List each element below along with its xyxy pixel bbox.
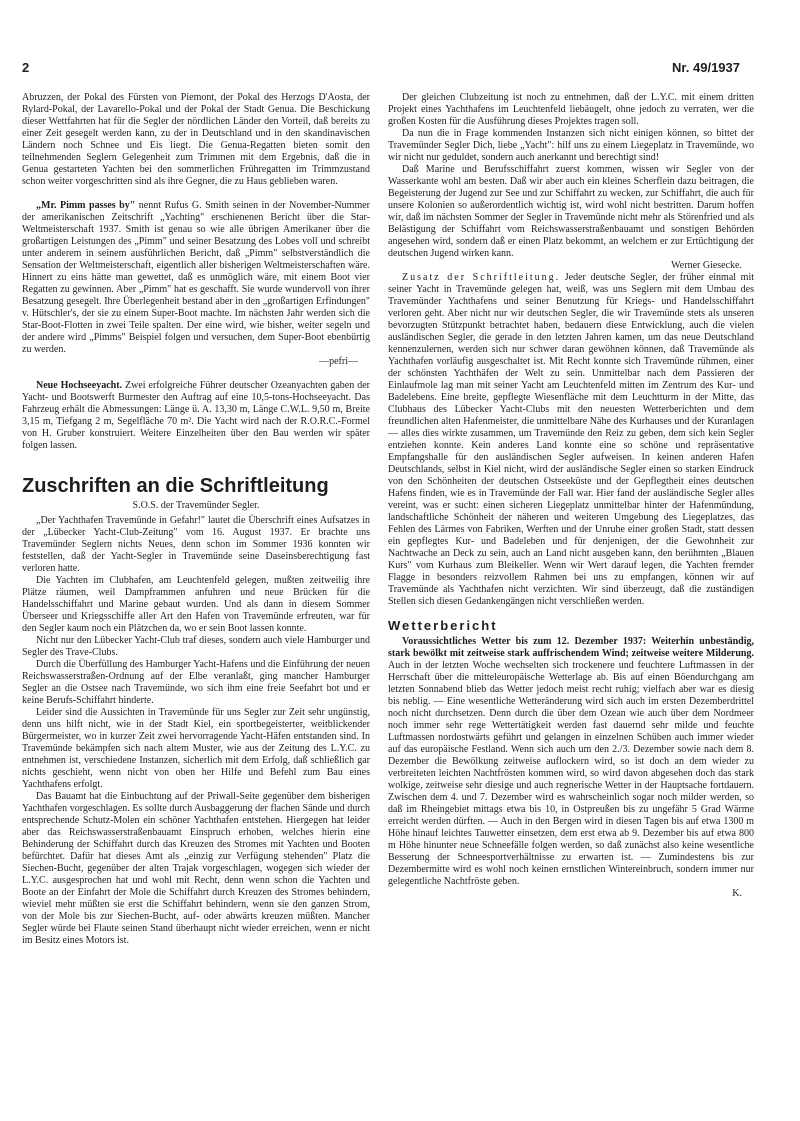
pimm-lead: „Mr. Pimm passes by" <box>36 200 136 211</box>
section-title: Zuschriften an die Schriftleitung <box>22 475 329 497</box>
letter-paragraph: Daß Marine und Berufsschiffahrt zuerst kommen, wissen wir Segler von der Wasserkante wohl am besten. Daß wir aber auch ein kleines Scherflein dazu beitragen, die Begeisterung der Jugend zur See und zur Schiffahrt zu wecken, zur Schiffahrt, die auch für unsere Kolonien so außerordentlich wichtig ist, wird wohl nicht bestritten. Darum hoffen wir, daß im nächsten Sommer der Segler in Travemünde nicht mehr als Störenfried und als Belästigung der Schiffahrt vom Reichswasserstraßenbauamt und sonstigen Behörden angesehen wird, sondern daß er einen Platz bekommt, an welchem er zur Ertüchtigung der deutschen Jugend wirken kann. <box>388 164 754 259</box>
issue-number: Nr. 49/1937 <box>672 60 740 75</box>
editor-note-text: Jeder deutsche Segler, der früher einmal mit seiner Yacht in Travemünde gelegen hat, weiß, was uns Seglern mit dem Umbau des Travemünder Yachthafens und seiner Benutzung für Kriegs- und Handelsschiffahrt verloren geht. Aber nicht nur wir deutschen Segler, die wir Travemünde stets als unseren bevorzugten Stützpunkt betrachtet haben, bedauern diese Entwicklung, auch die vielen ausländischen Segler, die gerade in den letzten Jahren kamen, um das neue Deutschland kennenzulernen, werden sich nur schwer daran gewöhnen können, daß Travemünde als Yachthafen vorläufig ausgeschaltet ist. Mit Recht konnte sich Travemünde rühmen, einer der schönsten Yachthäfen der Welt zu sein. Unmittelbar nach dem Passieren der Einlaufmole lag man mit seiner Yacht am Leuchtenfeld mitten im Zentrum des Kur- und Badelebens. Eine breite, gepflegte Wiesenfläche mit dem Leuchtturm in der Mitte, das Clubhaus des Lübecker Yacht-Clubs mit den neuesten Wetterberichten und dem freundlichen alten Hafenmeister, die unmittelbare Nähe des Kurhauses und der Kuranlagen — alles dies wirkte zusammen, um Travemünde den Reiz zu geben, dem sich kein Segler entziehen konnte. Kein anderes Land konnte eine so schöne und repräsentative Empfangshalle für den ausländischen Segler aufweisen. In keinen anderen Hafen Deutschlands, selbst in Kiel nicht, wird der ausländische Segler einen so starken Eindruck von den Schönheiten der deutschen Ostseeküste und der Gepflegtheit eines deutschen Hafens finden, wie es in Travemünde der Fall war. Hier fand der ausländische Segler alles vereint, was er sucht: einen sicheren Liegeplatz unmittelbar hinter der Hafenmündung, landschaftliche Schönheit der näheren und weiteren Umgebung des Liegeplatzes, das Fehlen des Lärmes von Fabriken, Werften und der Unruhe einer großen Stadt, statt dessen ein gepflegtes Kur- und Badeleben und für denjenigen, der die Gewohnheit zur Nachtwache an Deck zu sein, auch an Land nicht ausgeben kann, den berühmten „Blauen Kurs" vom Kurhaus zum Bleikeller. Wenn wir Wert darauf legen, die Yachten fremder Flagge in besonders reizvollem Rahmen bei uns zu empfangen, können wir auf Travemünde als Yachthafen nicht verzichten. Wir sind überzeugt, daß die zuständigen Stellen sich diesen Gedankengängen nicht verschließen werden. <box>388 272 754 607</box>
letter-paragraph: Da nun die in Frage kommenden Instanzen sich nicht einigen können, so bittet der Travemünder Segler Dich, liebe „Yacht": hilf uns zu einem Liegeplatz in Travemünde, wo wir nicht nur geduldet, sondern auch anerkannt und berechtigt sind! <box>388 128 754 163</box>
left-column <box>22 92 370 947</box>
section-subtitle: S.O.S. der Travemünder Segler. <box>132 500 260 511</box>
pimm-signature: —pefri— <box>319 356 358 367</box>
sos-paragraph: Nicht nur den Lübecker Yacht-Club traf dieses, sondern auch viele Hamburger und Segler des Trave-Clubs. <box>22 635 370 658</box>
letter-paragraph: Der gleichen Clubzeitung ist noch zu entnehmen, daß der L.Y.C. mit einem dritten Projekt eines Yachthafens im Leuchtenfeld liebäugelt, ohne jedoch zu verraten, wer die großen Kosten für die Ausführung dieses Projektes tragen soll. <box>388 92 754 127</box>
right-column <box>388 92 754 900</box>
letter-signature: Werner Giesecke. <box>671 260 742 271</box>
sos-paragraph: „Der Yachthafen Travemünde in Gefahr!" lautet die Überschrift eines Aufsatzes in der „Lübecker Yacht-Club-Zeitung" vom 16. August 1937. Er brachte uns Travemünder Seglern nichts Neues, denn schon im Sommer 1936 konnten wir feststellen, daß der Yacht-Segler in Travemünde seine Daseinsberechtigung fast verloren hatte. <box>22 515 370 574</box>
hochsee-text: Zwei erfolgreiche Führer deutscher Ozeanyachten gaben der Yacht- und Bootswerft Burmester den Auftrag auf eine 10,5-tons-Hochseeyacht. Das Fahrzeug erhält die Abmessungen: Länge ü. A. 13,30 m, Länge C.W.L. 9,50 m, Breite 3,15 m, Tiefgang 2 m, Segelfläche 70 m². Die Yacht wird nach der R.O.R.C.-Formel von H. Gruber konstruiert. Weitere Einzelheiten über den Bau werden wir später folgen lassen. <box>22 380 370 451</box>
weather-signature: K. <box>732 888 742 899</box>
sos-paragraph: Die Yachten im Clubhafen, am Leuchtenfeld gelegen, mußten zeitweilig ihre Plätze räumen, weil Dampframmen anfuhren und neue Brücken für die Handelsschiffahrt und Marine gebaut wurden. Und als dann in diesem Sommer Überseer und Kriegsschiffe aller Art den Hafen von Travemünde erfreuten, war für den Segler kaum noch ein Plätzchen da, wo er sein Boot lassen konnte. <box>22 575 370 634</box>
weather-title: Wetterbericht <box>388 618 498 633</box>
weather-lead: Voraussichtliches Wetter bis zum 12. Dezember 1937: Weiterhin unbeständig, stark bewölkt mit zeitweise stark auffrischendem Wind; zeitweise weitere Milderung. <box>388 636 754 659</box>
hochsee-lead: Neue Hochseeyacht. <box>36 380 123 391</box>
editor-note <box>388 272 754 608</box>
pimm-paragraph <box>22 200 370 356</box>
sos-paragraph: Leider sind die Aussichten in Travemünde für uns Segler zur Zeit sehr ungünstig, denn uns hilft nicht, wie in der Stadt Kiel, ein sportbegeisterter, weitblickender Bürgermeister, wo in kurzer Zeit zwei hervorragende Yacht-Häfen entstanden sind. In Travemünde bekämpfen sich nach altem Muster, wie aus der Zeitung des L.Y.C. zu entnehmen ist, verschiedene Instanzen, sicherlich mit dem Erfolg, daß schließlich gar nichts geschieht, wenn nicht von oben her Hilfe und Befehl zum Bau eines Yachthafens erfolgt. <box>22 707 370 790</box>
weather-paragraph <box>388 636 754 888</box>
sos-paragraph: Durch die Überfüllung des Hamburger Yacht-Hafens und die Einführung der neuen Reichswasserstraßen-Ordnung auf der Elbe veranlaßt, ging mancher Hamburger Segler an die Ostsee nach Travemünde, wo sich ihm eine freie Seefahrt bot und er keine Berufs-Schiffahrt hinderte. <box>22 659 370 706</box>
page-number: 2 <box>22 60 30 75</box>
pimm-text: nennt Rufus G. Smith seinen in der November-Nummer der amerikanischen Zeitschrift „Yachting" erschienenen Bericht über die Star-Weltmeisterschaft 1937. Smith ist genau so wie alle übrigen Amerikaner über die großartigen Leistungen des „Pimm" und seiner Besatzung des Lobes voll und schreibt unter anderem in seinem ausführlichen Bericht, daß „Pimm" selbstverständlich die Sensation der Weltmeisterschaft, eigentlich aller bisherigen Weltmeisterschaften wäre. Hinnert zu eins hätte man gewettet, daß es unmöglich wäre, mit einem Boot vier Regatten zu gewinnen. Aber „Pimm" hat es geschafft. Sie wurde wundervoll von ihrer Besatzung gesegelt. Ihre Überlegenheit bestand aber in den „großartigen Erfindungen" v. Hütschler's, der sie zu einem Super-Boot machte. Im nächsten Jahr werden sich die Star-Boot-Flotten in zwei Teile spalten. Der eine wird, wie bisher, weiter segeln und der andere wird „Pimms" Beispiel folgen und versuchen, dem Super-Boot ebenbürtig zu werden. <box>22 200 370 355</box>
hochsee-paragraph <box>22 380 370 452</box>
sos-paragraph: Das Bauamt hat die Einbuchtung auf der Priwall-Seite gegenüber dem bisherigen Yachthafen vorgeschlagen. Es sollte durch Ausbaggerung der flachen Sände und durch entsprechende Schutz-Molen ein schöner Yachthafen entstehen. Hiergegen hat leider aber das Reichswasserstraßenbauamt Einspruch erhoben, welches hierin eine Behinderung der Schiffahrt durch das Kreuzen des Stromes mit Yachten und Booten befürchtet. Dafür hat dieses Amt als „einzig zur Verfügung stehenden" Platz die Siechen-Bucht, gegenüber der alten Trajak vorgeschlagen, wogegen sich wieder der L.Y.C. ausgesprochen hat und wohl mit Recht, denn wenn schon die Yachten und Boote an der Einfahrt der Mole die Schiffahrt durch Kreuzen des Stromes behindern, wieviel mehr müßten sie erst die Schiffahrt behindern, wenn sie den ganzen Strom, von der Mole bis zur Siechen-Bucht, auf- oder abwärts kreuzen müßten. Mancher Segler würde bei Flaute seinen Stand überhaupt nicht wieder erreichen, wenn er nicht im Besitz eines Motors ist. <box>22 791 370 946</box>
article-continuation: Abruzzen, der Pokal des Fürsten von Piemont, der Pokal des Herzogs D'Aosta, der Rylard-Pokal, der Lavarello-Pokal und der Pokal der Stadt Genua. Die Beschickung dieser Wettfahrten hat für die Segler der nördlichen Länder den Vorteil, daß bereits zu einer Zeit gesegelt werden kann, zu der in Deutschland und in den skandinavischen Ländern noch Schnee und Eis liegt. Die Genua-Regatten bieten somit den teilnehmenden Seglern Gelegenheit zum Trimmen mit dem Ergebnis, daß die in Genua gestarteten Yachten bei den sommerlichen Frühregatten im Trimmzustand schon weiter vorgeschritten sind als ihre Gegner, die zu Haus geblieben waren. <box>22 92 370 187</box>
editor-note-label: Zusatz der Schriftleitung. <box>402 272 561 283</box>
weather-text: Auch in der letzten Woche wechselten sich trockenere und feuchtere Luftmassen in der Herrschaft über die mitteleuropäische Wetterlage ab. Bis auf einen Böendurchgang am letzten Sonnabend blieb das Wetter jedoch meist recht ruhig; vielfach aber war es diesig bis neblig. — Eine wesentliche Wetteränderung wird sich auch im ersten Dezemberdrittel noch nicht durchsetzen. Denn durch die über dem Ozean wie auch über dem Nordmeer noch immer sehr rege Wettertätigkeit werden fast dauernd sehr milde und feuchte Luftmassen nordostwärts geführt und gelangen in einzelnen Schüben auch immer wieder auf das europäische Festland. Wenn sich auch um den 2./3. Dezember sowie nach dem 8. Dezember die Bewölkung zeitweise auflockern wird, so ist doch an dem wieder zu verbreiteten leichten Nachtfrösten kommen wird, so wird davon abgesehen doch das stark wolkige, zeitweise sehr diesige und auch regnerische Wetter in der Hauptsache fortdauern. Zwischen dem 4. und 7. Dezember wird es wahrscheinlich sogar noch milder werden, so daß im Rheingebiet mittags etwa bis 10, in Ostpreußen bis zu ungefähr 5 Grad Wärme erreicht werden dürften. — Auch in den Bergen wird in diesen Tagen bis auf etwa 1300 m Höhe hinauf leichtes Tauwetter einsetzen, dem erst etwa ab 9. Dezember bis auf etwa 800 m Höhe hinunter neue Schneefälle folgen werden, so daß zunächst also keine wesentliche Besserung der Schneesportverhältnisse zu erwarten ist. — Zumindestens bis zur Dezembermitte wird es wohl noch keinen ernstlichen Wintereinbruch, sondern immer nur gelegentliche Nachtfröste geben. <box>388 660 754 887</box>
